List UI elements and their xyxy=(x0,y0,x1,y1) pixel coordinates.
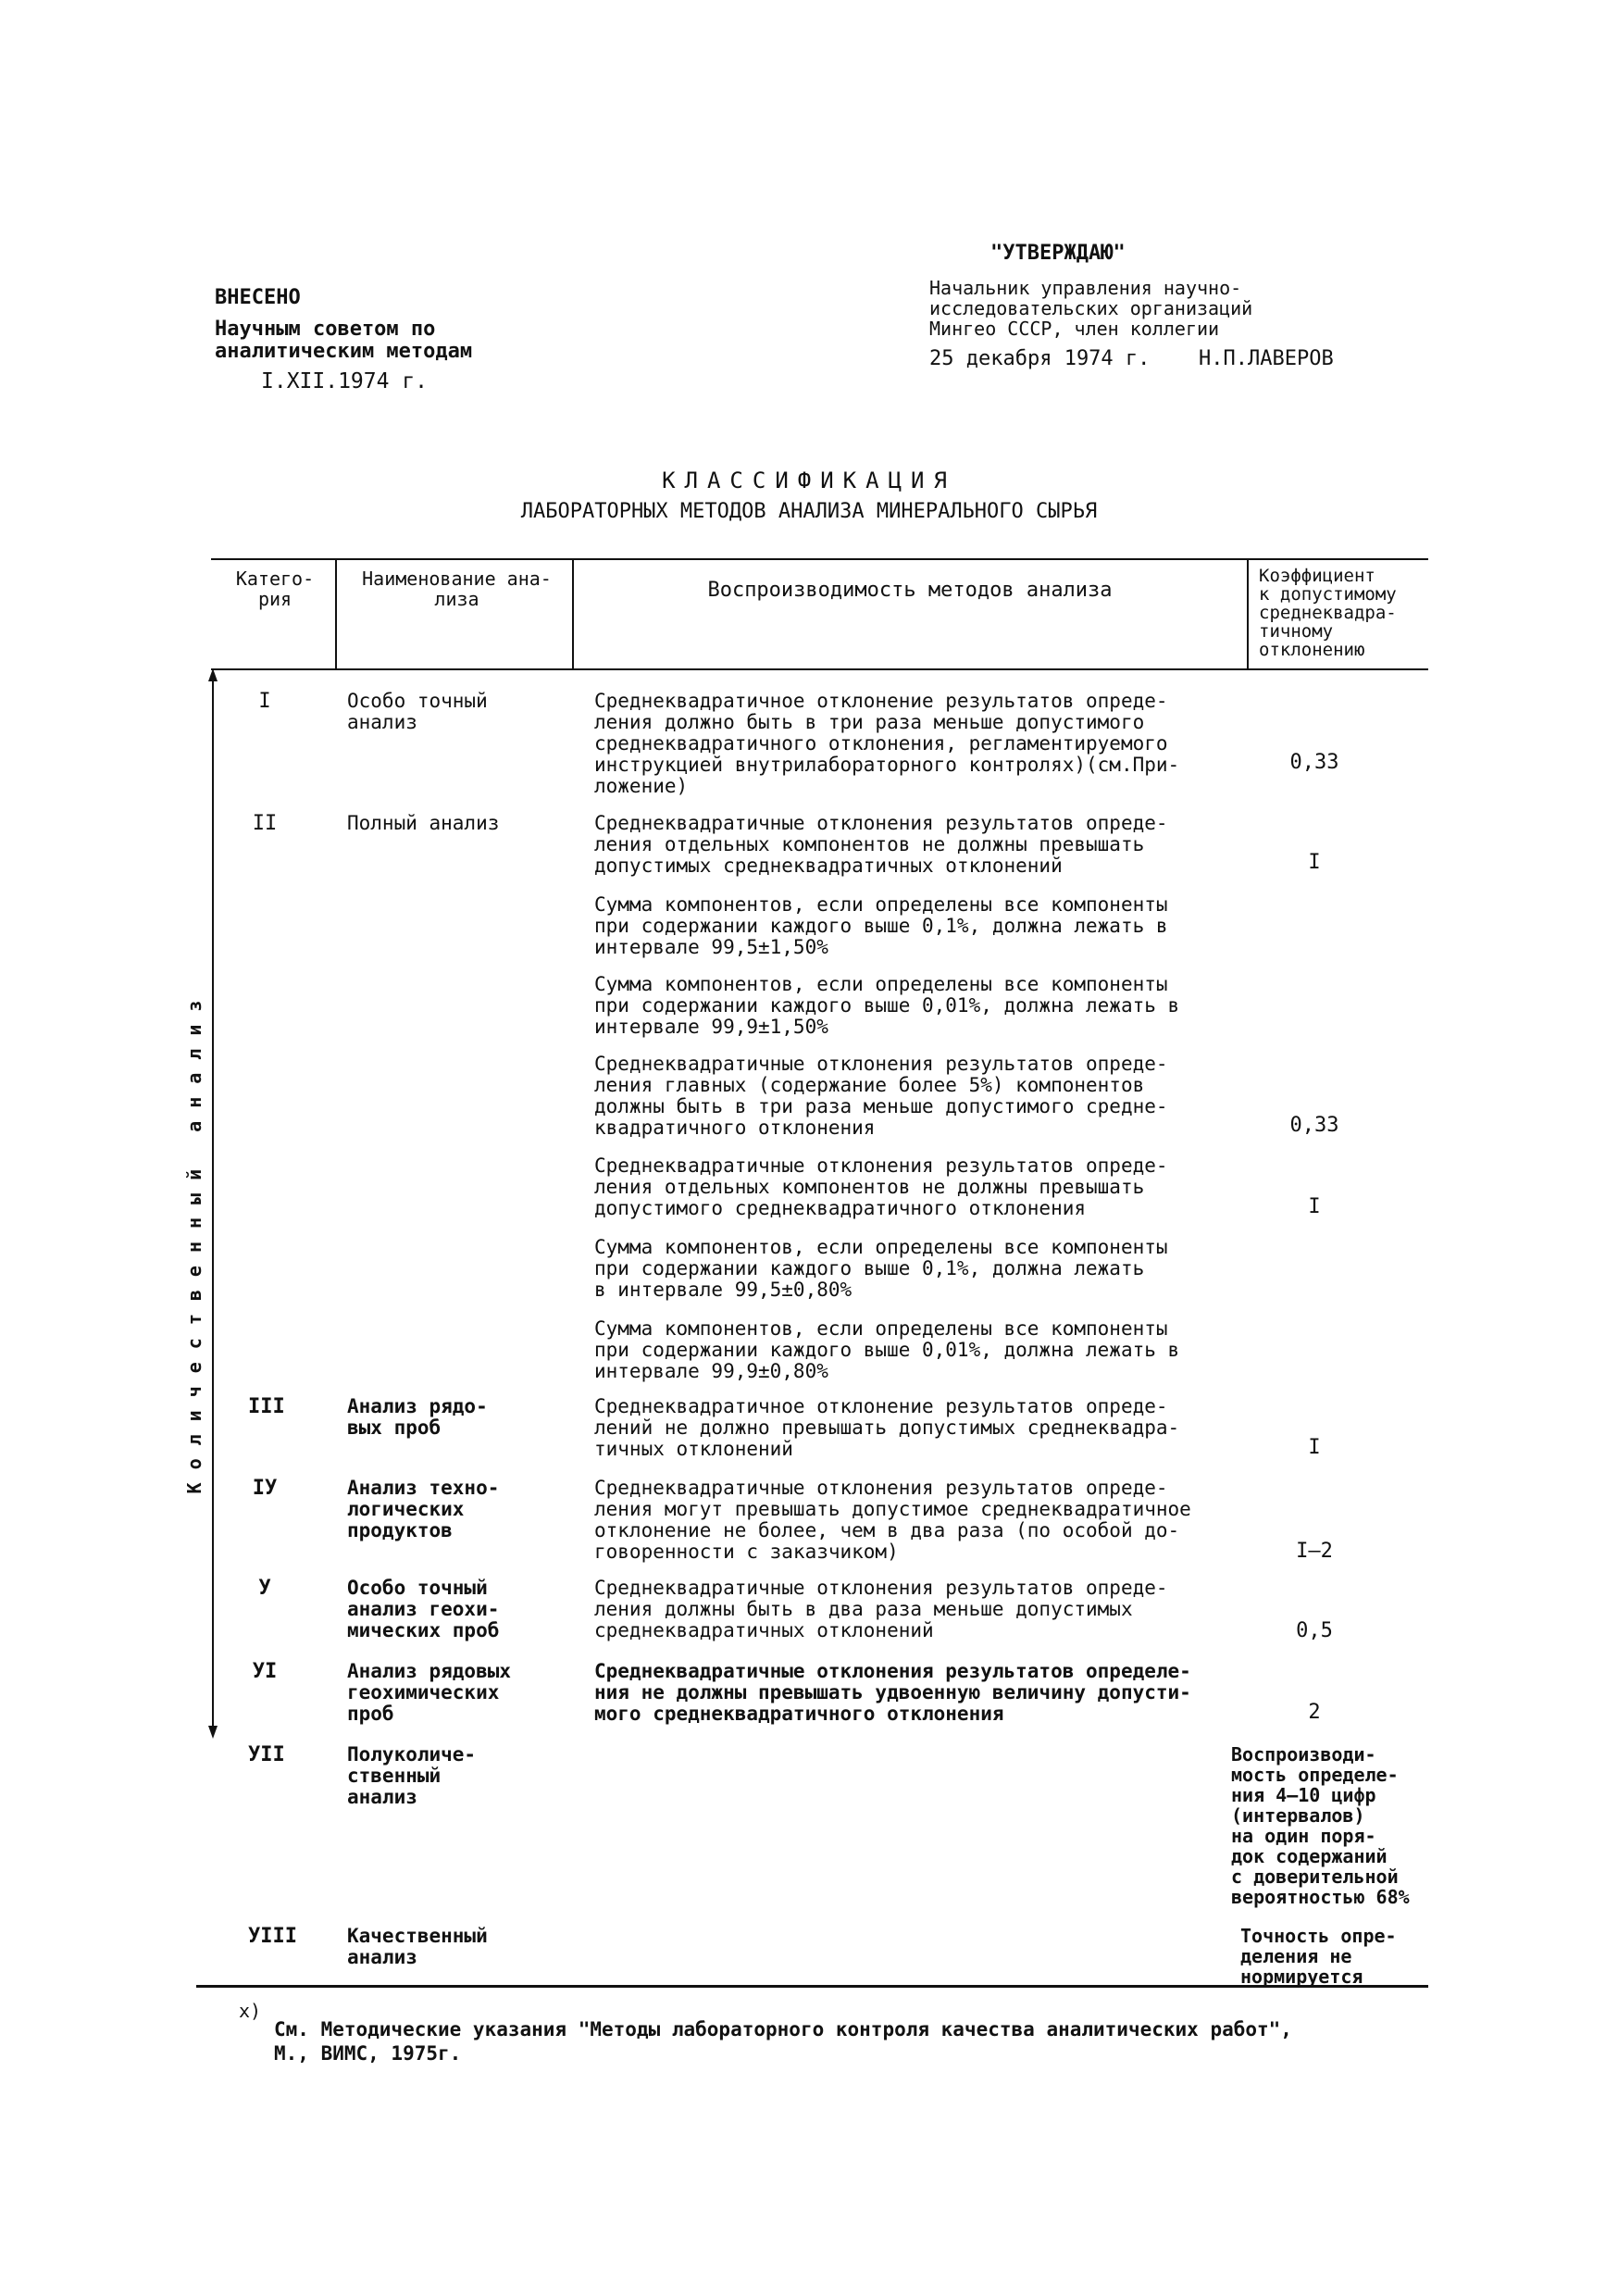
row-14-name: Качественный анализ xyxy=(347,1925,488,1968)
side-label-quantitative: Количественный анализ xyxy=(183,987,205,1494)
footnote-line1: См. Методические указания "Методы лабораторного контроля качества аналитических работ", xyxy=(274,2018,1292,2040)
row-12-coef: 2 xyxy=(1308,1701,1321,1724)
table-col-divider-2 xyxy=(572,558,574,670)
row-6-text: Среднеквадратичные отклонения результатов опреде- ления отдельных компонентов не должны превышать допустимого среднеквадратичного отклонения xyxy=(594,1154,1168,1219)
table-col-divider-3 xyxy=(1247,558,1249,670)
table-top-rule xyxy=(211,558,1428,560)
footnote-line2: М., ВИМС, 1975г. xyxy=(274,2042,462,2065)
row-9-text: Среднеквадратичное отклонение результатов опреде- лений не должно превышать допустимых среднеквадра- тичных отклонений xyxy=(594,1395,1180,1460)
approval-date: 25 декабря 1974 г. xyxy=(929,347,1151,370)
submitted-by-line2: аналитическим методам xyxy=(215,340,473,363)
row-2-coef: I xyxy=(1308,851,1321,874)
header-analysis-name: Наименование ана- лиза xyxy=(362,568,552,610)
row-6-coef: I xyxy=(1308,1195,1321,1218)
row-3-text: Сумма компонентов, если определены все компоненты при содержании каждого выше 0,1%, должна лежать в интервале 99,5±1,50% xyxy=(594,893,1168,958)
row-10-category: IУ xyxy=(252,1477,278,1500)
approval-line3: Мингео СССР, член коллегии xyxy=(929,318,1220,340)
approval-title: "УТВЕРЖДАЮ" xyxy=(990,242,1126,265)
approval-line2: исследовательских организаций xyxy=(929,297,1253,319)
row-13-name: Полуколиче- ственный анализ xyxy=(347,1743,477,1808)
row-1-name: Особо точный анализ xyxy=(347,690,488,733)
row-13-category: УII xyxy=(248,1743,285,1766)
row-11-name: Особо точный анализ геохи- мических проб xyxy=(347,1577,500,1641)
row-1-text: Среднеквадратичное отклонение результатов опреде- ления должно быть в три раза меньше допустимого среднеквадратичного отклонения, регламентируемого инструкцией внутрилабораторного контроляx)(см.При- ложение) xyxy=(594,690,1180,797)
row-2-name: Полный анализ xyxy=(347,812,500,834)
row-10-text: Среднеквадратичные отклонения результатов опреде- ления могут превышать допустимое среднеквадратичное отклонение не более, чем в два раза (по особой до- говоренности с заказчиком) xyxy=(594,1477,1191,1563)
row-5-coef: 0,33 xyxy=(1289,1114,1339,1137)
footnote-mark: x) xyxy=(239,2000,262,2022)
table-header-rule xyxy=(211,668,1428,670)
row-5-text: Среднеквадратичные отклонения результатов опреде- ления главных (содержание более 5%) компонентов должны быть в три раза меньше допустимого средне- квадратичного отклонения xyxy=(594,1053,1168,1139)
header-category: Катего- рия xyxy=(235,568,315,610)
row-2-text: Среднеквадратичные отклонения результатов опреде- ления отдельных компонентов не должны превышать допустимых среднеквадратичных отклонений xyxy=(594,812,1168,877)
row-10-name: Анализ техно- логических продуктов xyxy=(347,1477,500,1541)
row-12-category: УI xyxy=(252,1660,278,1683)
table-col-divider-1 xyxy=(335,558,337,670)
row-2-category: II xyxy=(252,812,278,835)
row-8-text: Сумма компонентов, если определены все компоненты при содержании каждого выше 0,01%, должна лежать в интервале 99,9±0,80% xyxy=(594,1317,1180,1382)
row-9-coef: I xyxy=(1308,1436,1321,1459)
document-title: КЛАССИФИКАЦИЯ xyxy=(662,468,956,493)
row-9-name: Анализ рядо- вых проб xyxy=(347,1395,488,1439)
row-12-name: Анализ рядовых геохимических проб xyxy=(347,1660,512,1725)
row-7-text: Сумма компонентов, если определены все компоненты при содержании каждого выше 0,1%, должна лежать в интервале 99,5±0,80% xyxy=(594,1236,1168,1301)
row-12-text: Среднеквадратичные отклонения результатов определе- ния не должны превышать удвоенную величину допусти- мого среднеквадратичного отклонения xyxy=(594,1660,1191,1725)
header-reproducibility: Воспроизводимость методов анализа xyxy=(707,579,1113,602)
row-9-category: III xyxy=(248,1395,285,1418)
row-11-coef: 0,5 xyxy=(1296,1619,1333,1642)
row-4-text: Сумма компонентов, если определены все компоненты при содержании каждого выше 0,01%, должна лежать в интервале 99,9±1,50% xyxy=(594,973,1180,1038)
row-11-category: У xyxy=(258,1577,271,1600)
row-14-coef-text: Точность опре- деления не нормируется xyxy=(1240,1925,1397,1988)
row-14-category: УIII xyxy=(248,1925,297,1948)
submitted-label: ВНЕСЕНО xyxy=(215,286,301,309)
row-13-coef-text: Воспроизводи- мость определе- ния 4–10 цифр (интервалов) на один поря- док содержаний с доверительной вероятностью 68% xyxy=(1231,1743,1410,1908)
approval-signatory: Н.П.ЛАВЕРОВ xyxy=(1199,347,1334,370)
approval-line1: Начальник управления научно- xyxy=(929,277,1242,299)
submitted-date: I.XII.1974 г. xyxy=(261,369,429,393)
submitted-by-line1: Научным советом по xyxy=(215,318,436,341)
row-10-coef: I–2 xyxy=(1296,1540,1333,1563)
row-1-coef: 0,33 xyxy=(1289,751,1339,774)
row-11-text: Среднеквадратичные отклонения результатов опреде- ления должны быть в два раза меньше допустимых среднеквадратичных отклонений xyxy=(594,1577,1168,1641)
row-1-category: I xyxy=(258,690,271,713)
header-coefficient: Коэффициент к допустимому среднеквадра- тичному отклонению xyxy=(1259,566,1397,660)
document-subtitle: ЛАБОРАТОРНЫХ МЕТОДОВ АНАЛИЗА МИНЕРАЛЬНОГО СЫРЬЯ xyxy=(520,500,1098,523)
